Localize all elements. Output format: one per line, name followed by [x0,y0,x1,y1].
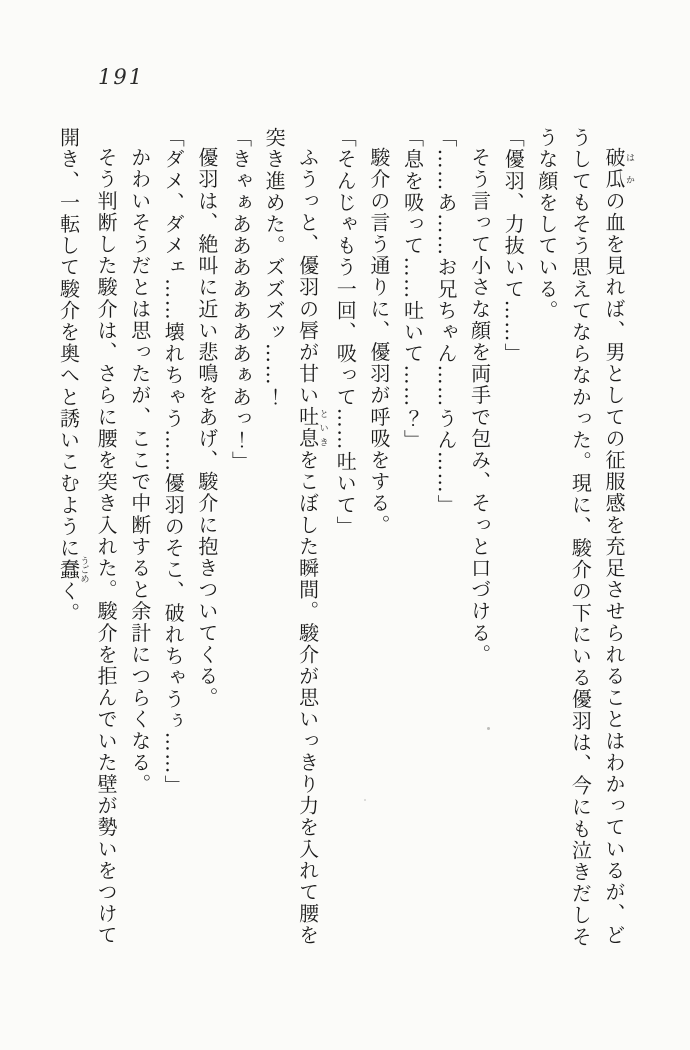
page-text [51,127,634,983]
text-line: 「優羽、力抜いて……」 [501,127,526,365]
text-line: 開き、一転して駿介を奥へと誘いこむように蠢うごめく。 [56,127,89,624]
scan-speck [487,727,490,730]
text-line: 「息を吸って……吐いて……？」 [400,127,425,451]
text-line: 「そんじゃもう一回、吸って……吐いて」 [333,127,358,538]
text-line: そう言って小さな顔を両手で包み、そっと口づける。 [467,147,492,666]
page-number: 191 [98,65,145,89]
text-line: 「……あ……お兄ちゃん……うん……」 [434,127,459,516]
text-line: 「ダメ、ダメェ……壊れちゃう……優羽のそこ、破れちゃうぅ……」 [161,127,186,797]
text-line: そう判断した駿介は、さらに腰を突き入れた。駿介を拒んでいた壁が勢いをつけて [94,147,119,947]
text-line: 突き進めた。ズズズッ……！ [262,127,287,408]
scan-speck [364,799,366,801]
text-line: 優羽は、絶叫に近い悲鳴をあげ、駿介に抱きついてくる。 [194,147,219,709]
text-line: うしてもそう思えてならなかった。現に、駿介の下にいる優羽は、今にも泣きだしそ [568,127,593,948]
furigana-ruby: 蠢うごめ [56,556,89,584]
text-line: うな顔をしている。 [534,127,559,322]
text-line: 「きゃぁあああああああぁあっ！」 [228,127,253,473]
text-line: 破瓜はかの血を見れば、男としての征服感を充足させられることはわかっているが、ど [602,147,634,947]
text-line: ふうっと、優羽の唇が甘い吐息といきをこぼした瞬間。駿介が思いっきり力を入れて腰を [295,147,328,947]
furigana-ruby: 吐息といき [295,406,328,450]
text-line: かわいそうだとは思ったが、ここで中断すると余計につらくなる。 [127,147,152,795]
text-line: 駿介の言う通りに、優羽が呼吸をする。 [366,147,391,536]
furigana-ruby: 破瓜はか [602,147,634,191]
